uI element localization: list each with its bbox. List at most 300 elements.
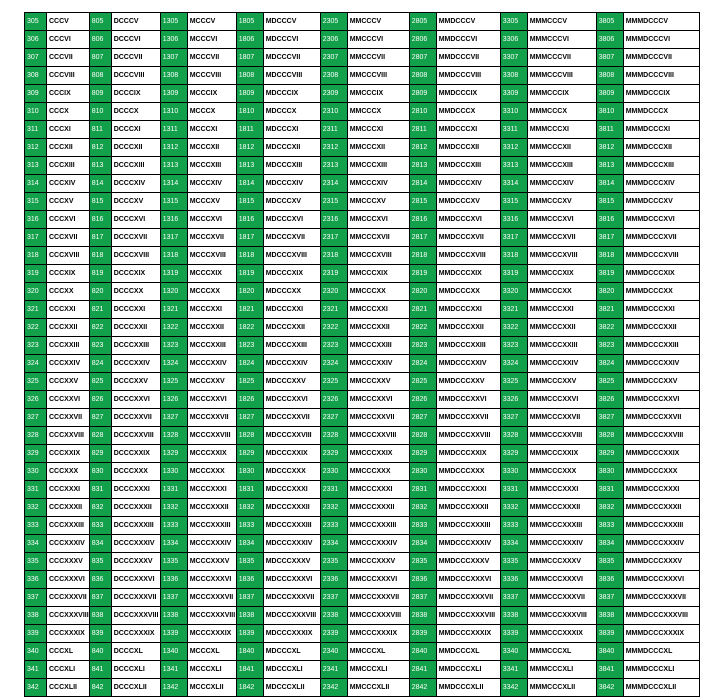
arabic-number-cell: 340 [25, 643, 47, 661]
roman-numeral-cell: CCCXXXI [47, 481, 90, 499]
arabic-number-cell: 325 [25, 373, 47, 391]
roman-numeral-cell: MMDCCCXIII [436, 157, 500, 175]
arabic-number-cell: 323 [25, 337, 47, 355]
table-row [25, 175, 700, 193]
arabic-number-cell: 3307 [500, 49, 527, 67]
roman-numeral-cell: MMCCCXXI [347, 301, 409, 319]
arabic-number-cell: 321 [25, 301, 47, 319]
roman-numeral-cell: CCCVIII [47, 67, 90, 85]
roman-numeral-cell: MCCCXXII [187, 319, 236, 337]
roman-numeral-cell: MMMCCCXLII [527, 679, 596, 697]
roman-numeral-cell: MMCCCXXXVII [347, 589, 409, 607]
roman-numeral-cell: MMCCCXXXI [347, 481, 409, 499]
table-row [25, 355, 700, 373]
arabic-number-cell: 2813 [409, 157, 436, 175]
roman-numeral-cell: DCCCVIII [111, 67, 160, 85]
arabic-number-cell: 2335 [320, 553, 347, 571]
arabic-number-cell: 1323 [160, 337, 187, 355]
arabic-number-cell: 3338 [500, 607, 527, 625]
table-row [25, 301, 700, 319]
roman-numeral-cell: MMCCCIX [347, 85, 409, 103]
arabic-number-cell: 3320 [500, 283, 527, 301]
arabic-number-cell: 2820 [409, 283, 436, 301]
roman-numeral-cell: CCCXIII [47, 157, 90, 175]
table-row [25, 625, 700, 643]
roman-numeral-cell: MCCCXXI [187, 301, 236, 319]
roman-numeral-cell: MDCCCXXXV [263, 553, 320, 571]
arabic-number-cell: 2314 [320, 175, 347, 193]
roman-numeral-cell: MMMDCCCVII [623, 49, 699, 67]
arabic-number-cell: 2838 [409, 607, 436, 625]
roman-numeral-cell: DCCCV [111, 13, 160, 31]
table-row [25, 553, 700, 571]
arabic-number-cell: 3826 [596, 391, 623, 409]
roman-numeral-cell: MCCCXVIII [187, 247, 236, 265]
roman-numeral-cell: MMCCCXVI [347, 211, 409, 229]
roman-numeral-cell: CCCXLI [47, 661, 90, 679]
roman-numeral-cell: CCCXV [47, 193, 90, 211]
roman-numeral-cell: MMCCCXIV [347, 175, 409, 193]
arabic-number-cell: 3842 [596, 679, 623, 697]
arabic-number-cell: 1807 [236, 49, 263, 67]
roman-numeral-cell: MMCCCXXX [347, 463, 409, 481]
roman-numeral-cell: MDCCCXXXIV [263, 535, 320, 553]
roman-numeral-cell: MMDCCCXVII [436, 229, 500, 247]
arabic-number-cell: 1814 [236, 175, 263, 193]
roman-numeral-cell: DCCCXXVIII [111, 427, 160, 445]
roman-numeral-cell: CCCV [47, 13, 90, 31]
arabic-number-cell: 309 [25, 85, 47, 103]
roman-numeral-cell: DCCCXVIII [111, 247, 160, 265]
roman-numeral-cell: MCCCVII [187, 49, 236, 67]
table-row [25, 49, 700, 67]
arabic-number-cell: 2805 [409, 13, 436, 31]
roman-numeral-cell: DCCCXXXI [111, 481, 160, 499]
roman-numeral-cell: MDCCCXXXVI [263, 571, 320, 589]
arabic-number-cell: 3341 [500, 661, 527, 679]
roman-numeral-cell: MDCCCXXIX [263, 445, 320, 463]
roman-numeral-cell: MDCCCXLI [263, 661, 320, 679]
arabic-number-cell: 1833 [236, 517, 263, 535]
roman-numeral-cell: MCCCXXXIX [187, 625, 236, 643]
arabic-number-cell: 306 [25, 31, 47, 49]
arabic-number-cell: 823 [89, 337, 111, 355]
roman-numeral-cell: MMMDCCCXXV [623, 373, 699, 391]
roman-numeral-cell: MMDCCCXI [436, 121, 500, 139]
roman-numeral-cell: CCCXXXVI [47, 571, 90, 589]
roman-numeral-cell: MDCCCXXVI [263, 391, 320, 409]
roman-numeral-cell: CCCXXXII [47, 499, 90, 517]
arabic-number-cell: 841 [89, 661, 111, 679]
roman-numeral-cell: MMDCCCV [436, 13, 500, 31]
roman-numeral-cell: MMCCCVI [347, 31, 409, 49]
roman-numeral-cell: MMMCCCXL [527, 643, 596, 661]
table-row [25, 85, 700, 103]
arabic-number-cell: 1835 [236, 553, 263, 571]
roman-numeral-cell: MMDCCCXXV [436, 373, 500, 391]
arabic-number-cell: 329 [25, 445, 47, 463]
roman-numeral-cell: MCCCXXXVIII [187, 607, 236, 625]
arabic-number-cell: 2341 [320, 661, 347, 679]
roman-numeral-cell: MMMCCCXXXV [527, 553, 596, 571]
roman-numeral-cell: MMCCCXLII [347, 679, 409, 697]
roman-numeral-cell: MMMDCCCXVI [623, 211, 699, 229]
roman-numeral-cell: CCCXI [47, 121, 90, 139]
roman-numeral-cell: MMDCCCXXII [436, 319, 500, 337]
arabic-number-cell: 1305 [160, 13, 187, 31]
roman-numeral-cell: MMMCCCX [527, 103, 596, 121]
arabic-number-cell: 2338 [320, 607, 347, 625]
roman-numeral-cell: MCCCXXXIII [187, 517, 236, 535]
arabic-number-cell: 1837 [236, 589, 263, 607]
arabic-number-cell: 1319 [160, 265, 187, 283]
arabic-number-cell: 1841 [236, 661, 263, 679]
roman-numeral-cell: CCCXXXV [47, 553, 90, 571]
arabic-number-cell: 1805 [236, 13, 263, 31]
arabic-number-cell: 3818 [596, 247, 623, 265]
roman-numeral-cell: MMMDCCCXXXVIII [623, 607, 699, 625]
roman-numeral-cell: MMDCCCXXXVIII [436, 607, 500, 625]
roman-numeral-cell: MMMDCCCXXXIX [623, 625, 699, 643]
arabic-number-cell: 342 [25, 679, 47, 697]
arabic-number-cell: 1334 [160, 535, 187, 553]
arabic-number-cell: 3309 [500, 85, 527, 103]
arabic-number-cell: 1322 [160, 319, 187, 337]
arabic-number-cell: 2841 [409, 661, 436, 679]
roman-numeral-cell: MMDCCCXIX [436, 265, 500, 283]
arabic-number-cell: 2336 [320, 571, 347, 589]
roman-numeral-cell: CCCXLII [47, 679, 90, 697]
roman-numeral-cell: MMCCCXXII [347, 319, 409, 337]
roman-numeral-cell: DCCCXVII [111, 229, 160, 247]
arabic-number-cell: 1822 [236, 319, 263, 337]
roman-numeral-cell: MCCCX [187, 103, 236, 121]
roman-numeral-cell: MCCCXXXII [187, 499, 236, 517]
arabic-number-cell: 3813 [596, 157, 623, 175]
roman-numeral-cell: MCCCIX [187, 85, 236, 103]
roman-numeral-cell: MMMCCCXXV [527, 373, 596, 391]
arabic-number-cell: 2321 [320, 301, 347, 319]
roman-numeral-cell: MMCCCXIII [347, 157, 409, 175]
table-row [25, 517, 700, 535]
arabic-number-cell: 1318 [160, 247, 187, 265]
roman-numeral-cell: CCCVII [47, 49, 90, 67]
arabic-number-cell: 2325 [320, 373, 347, 391]
arabic-number-cell: 1316 [160, 211, 187, 229]
roman-numeral-cell: MDCCCXXIII [263, 337, 320, 355]
roman-numeral-cell: CCCXXIX [47, 445, 90, 463]
arabic-number-cell: 2828 [409, 427, 436, 445]
arabic-number-cell: 3838 [596, 607, 623, 625]
roman-numeral-cell: MMMCCCXVII [527, 229, 596, 247]
arabic-number-cell: 2840 [409, 643, 436, 661]
roman-numeral-cell: DCCCXXIV [111, 355, 160, 373]
roman-numeral-cell: MCCCXXVIII [187, 427, 236, 445]
table-row [25, 589, 700, 607]
arabic-number-cell: 1827 [236, 409, 263, 427]
roman-numeral-cell: MMMCCCXXXIX [527, 625, 596, 643]
roman-numeral-cell: MDCCCXXXIII [263, 517, 320, 535]
roman-numeral-cell: MMMDCCCXXIX [623, 445, 699, 463]
roman-numeral-cell: MCCCXXVI [187, 391, 236, 409]
arabic-number-cell: 1329 [160, 445, 187, 463]
roman-numeral-cell: MMDCCCXXVII [436, 409, 500, 427]
arabic-number-cell: 316 [25, 211, 47, 229]
table-row [25, 679, 700, 697]
roman-numeral-cell: MMDCCCXXXII [436, 499, 500, 517]
roman-numeral-cell: MCCCXIX [187, 265, 236, 283]
roman-numeral-cell: MMDCCCXXVI [436, 391, 500, 409]
roman-numeral-cell: MMCCCXV [347, 193, 409, 211]
roman-numeral-cell: MMMCCCXXXI [527, 481, 596, 499]
arabic-number-cell: 836 [89, 571, 111, 589]
roman-numeral-cell: CCCXXXIII [47, 517, 90, 535]
roman-numeral-cell: MMMDCCCXXVI [623, 391, 699, 409]
arabic-number-cell: 1839 [236, 625, 263, 643]
roman-numeral-cell: MMMCCCXXXVIII [527, 607, 596, 625]
table-row [25, 31, 700, 49]
roman-numeral-cell: MMMCCCXX [527, 283, 596, 301]
roman-numeral-cell: MMCCCXLI [347, 661, 409, 679]
roman-numeral-cell: MCCCXVI [187, 211, 236, 229]
roman-numeral-cell: CCCXXXVIII [47, 607, 90, 625]
arabic-number-cell: 2817 [409, 229, 436, 247]
arabic-number-cell: 2830 [409, 463, 436, 481]
table-row [25, 391, 700, 409]
arabic-number-cell: 2815 [409, 193, 436, 211]
arabic-number-cell: 3316 [500, 211, 527, 229]
roman-numeral-cell: MCCCXII [187, 139, 236, 157]
arabic-number-cell: 809 [89, 85, 111, 103]
roman-numeral-cell: MCCCVI [187, 31, 236, 49]
roman-numeral-cell: MMCCCXVIII [347, 247, 409, 265]
arabic-number-cell: 315 [25, 193, 47, 211]
roman-numeral-cell: MMCCCXX [347, 283, 409, 301]
arabic-number-cell: 1812 [236, 139, 263, 157]
arabic-number-cell: 808 [89, 67, 111, 85]
roman-numeral-cell: DCCCXLI [111, 661, 160, 679]
arabic-number-cell: 2340 [320, 643, 347, 661]
arabic-number-cell: 2823 [409, 337, 436, 355]
arabic-number-cell: 3330 [500, 463, 527, 481]
arabic-number-cell: 3317 [500, 229, 527, 247]
roman-numeral-cell: DCCCXXXIV [111, 535, 160, 553]
arabic-number-cell: 1306 [160, 31, 187, 49]
arabic-number-cell: 3340 [500, 643, 527, 661]
roman-numeral-cell: MCCCXLII [187, 679, 236, 697]
roman-numeral-cell: MMDCCCXIV [436, 175, 500, 193]
arabic-number-cell: 2812 [409, 139, 436, 157]
arabic-number-cell: 810 [89, 103, 111, 121]
roman-numeral-cell: MMDCCCXXI [436, 301, 500, 319]
arabic-number-cell: 1331 [160, 481, 187, 499]
arabic-number-cell: 3807 [596, 49, 623, 67]
arabic-number-cell: 3820 [596, 283, 623, 301]
arabic-number-cell: 2826 [409, 391, 436, 409]
roman-numeral-cell: MDCCCXVIII [263, 247, 320, 265]
roman-numeral-cell: MDCCCVI [263, 31, 320, 49]
roman-numeral-cell: MCCCXXXVII [187, 589, 236, 607]
roman-numeral-cell: MMMCCCXV [527, 193, 596, 211]
arabic-number-cell: 3335 [500, 553, 527, 571]
arabic-number-cell: 3312 [500, 139, 527, 157]
arabic-number-cell: 811 [89, 121, 111, 139]
arabic-number-cell: 824 [89, 355, 111, 373]
arabic-number-cell: 2329 [320, 445, 347, 463]
roman-numeral-cell: MMMDCCCIX [623, 85, 699, 103]
arabic-number-cell: 1312 [160, 139, 187, 157]
roman-numeral-cell: DCCCXL [111, 643, 160, 661]
roman-numeral-cell: MDCCCX [263, 103, 320, 121]
roman-numeral-cell: MMMCCCXXXIV [527, 535, 596, 553]
roman-numeral-cell: MMMCCCXXI [527, 301, 596, 319]
roman-numeral-cell: MMCCCXII [347, 139, 409, 157]
arabic-number-cell: 2833 [409, 517, 436, 535]
roman-numeral-cell: MMDCCCXX [436, 283, 500, 301]
table-row [25, 13, 700, 31]
arabic-number-cell: 328 [25, 427, 47, 445]
arabic-number-cell: 3306 [500, 31, 527, 49]
roman-numeral-cell: MMDCCCXXVIII [436, 427, 500, 445]
arabic-number-cell: 326 [25, 391, 47, 409]
arabic-number-cell: 3334 [500, 535, 527, 553]
arabic-number-cell: 2837 [409, 589, 436, 607]
roman-numeral-cell: MDCCCXXV [263, 373, 320, 391]
roman-numeral-cell: MMMDCCCXXIII [623, 337, 699, 355]
table-row [25, 661, 700, 679]
roman-numeral-cell: MMMDCCCV [623, 13, 699, 31]
roman-numeral-cell: DCCCXXII [111, 319, 160, 337]
roman-numeral-cell: MCCCXIV [187, 175, 236, 193]
roman-numeral-cell: CCCXX [47, 283, 90, 301]
roman-numeral-cell: MCCCXXX [187, 463, 236, 481]
roman-numeral-cell: MMCCCXXV [347, 373, 409, 391]
arabic-number-cell: 1829 [236, 445, 263, 463]
table-row [25, 445, 700, 463]
arabic-number-cell: 2313 [320, 157, 347, 175]
roman-numeral-cell: DCCCXIV [111, 175, 160, 193]
arabic-number-cell: 1320 [160, 283, 187, 301]
roman-numeral-cell: MMMCCCXXXII [527, 499, 596, 517]
arabic-number-cell: 1307 [160, 49, 187, 67]
roman-numeral-cell: DCCCXXV [111, 373, 160, 391]
roman-numeral-cell: MMCCCXXXII [347, 499, 409, 517]
table-row [25, 139, 700, 157]
arabic-number-cell: 826 [89, 391, 111, 409]
table-row [25, 535, 700, 553]
arabic-number-cell: 3833 [596, 517, 623, 535]
roman-numeral-cell: MMMDCCCVI [623, 31, 699, 49]
roman-numeral-cell: MCCCXXXV [187, 553, 236, 571]
arabic-number-cell: 3329 [500, 445, 527, 463]
arabic-number-cell: 2822 [409, 319, 436, 337]
roman-numeral-cell: MMMDCCCXXXV [623, 553, 699, 571]
arabic-number-cell: 827 [89, 409, 111, 427]
roman-numeral-cell: DCCCXXVII [111, 409, 160, 427]
arabic-number-cell: 1341 [160, 661, 187, 679]
roman-numeral-cell: DCCCXXX [111, 463, 160, 481]
arabic-number-cell: 3326 [500, 391, 527, 409]
arabic-number-cell: 1821 [236, 301, 263, 319]
roman-numeral-cell: MMDCCCX [436, 103, 500, 121]
arabic-number-cell: 1313 [160, 157, 187, 175]
arabic-number-cell: 815 [89, 193, 111, 211]
roman-numeral-cell: MMMDCCCXXIV [623, 355, 699, 373]
roman-numeral-cell: MCCCXXIX [187, 445, 236, 463]
roman-numeral-cell: MMCCCXIX [347, 265, 409, 283]
roman-numeral-cell: MMCCCXXVII [347, 409, 409, 427]
roman-numeral-cell: MCCCXI [187, 121, 236, 139]
roman-numeral-cell: DCCCXII [111, 139, 160, 157]
arabic-number-cell: 2818 [409, 247, 436, 265]
roman-numeral-cell: CCCXXXIX [47, 625, 90, 643]
roman-numeral-cell: MMDCCCXLI [436, 661, 500, 679]
roman-numeral-cell: DCCCXXIII [111, 337, 160, 355]
roman-numeral-cell: MMDCCCXVI [436, 211, 500, 229]
table-row [25, 193, 700, 211]
arabic-number-cell: 2809 [409, 85, 436, 103]
arabic-number-cell: 1338 [160, 607, 187, 625]
roman-numeral-cell: MMMCCCVI [527, 31, 596, 49]
roman-numeral-cell: MMMCCCXIX [527, 265, 596, 283]
arabic-number-cell: 3308 [500, 67, 527, 85]
arabic-number-cell: 839 [89, 625, 111, 643]
roman-numeral-cell: MMMDCCCXXXVI [623, 571, 699, 589]
roman-numeral-cell: MCCCXXIII [187, 337, 236, 355]
arabic-number-cell: 3819 [596, 265, 623, 283]
roman-numeral-cell: CCCXXXIV [47, 535, 90, 553]
roman-numeral-cell: MDCCCXL [263, 643, 320, 661]
arabic-number-cell: 1813 [236, 157, 263, 175]
roman-numeral-cell: CCCIX [47, 85, 90, 103]
roman-numeral-cell: MMDCCCXLII [436, 679, 500, 697]
arabic-number-cell: 3331 [500, 481, 527, 499]
roman-numeral-cell: MDCCCXXIV [263, 355, 320, 373]
roman-numeral-cell: MMCCCX [347, 103, 409, 121]
roman-numeral-cell: CCCXXII [47, 319, 90, 337]
roman-numeral-cell: MDCCCXLII [263, 679, 320, 697]
arabic-number-cell: 2317 [320, 229, 347, 247]
roman-numeral-cell: DCCCXXXIII [111, 517, 160, 535]
roman-numeral-cell: MMMDCCCXXI [623, 301, 699, 319]
arabic-number-cell: 2839 [409, 625, 436, 643]
arabic-number-cell: 3815 [596, 193, 623, 211]
roman-numeral-cell: CCCXL [47, 643, 90, 661]
roman-numeral-cell: DCCCXVI [111, 211, 160, 229]
arabic-number-cell: 831 [89, 481, 111, 499]
arabic-number-cell: 2307 [320, 49, 347, 67]
arabic-number-cell: 335 [25, 553, 47, 571]
roman-numeral-cell: MDCCCXXX [263, 463, 320, 481]
roman-numeral-cell: MMDCCCXXXVII [436, 589, 500, 607]
arabic-number-cell: 3808 [596, 67, 623, 85]
arabic-number-cell: 2318 [320, 247, 347, 265]
roman-numeral-cell: DCCCXXXV [111, 553, 160, 571]
arabic-number-cell: 3327 [500, 409, 527, 427]
arabic-number-cell: 312 [25, 139, 47, 157]
roman-numeral-cell: DCCCXIII [111, 157, 160, 175]
arabic-number-cell: 324 [25, 355, 47, 373]
arabic-number-cell: 3811 [596, 121, 623, 139]
roman-numeral-cell: MMMCCCXXVIII [527, 427, 596, 445]
roman-numeral-cell: MMMCCCXXXIII [527, 517, 596, 535]
roman-numeral-cell: CCCXII [47, 139, 90, 157]
roman-numeral-cell: MMMCCCXXIV [527, 355, 596, 373]
arabic-number-cell: 3339 [500, 625, 527, 643]
arabic-number-cell: 2810 [409, 103, 436, 121]
roman-numeral-cell: MDCCCVII [263, 49, 320, 67]
arabic-number-cell: 341 [25, 661, 47, 679]
